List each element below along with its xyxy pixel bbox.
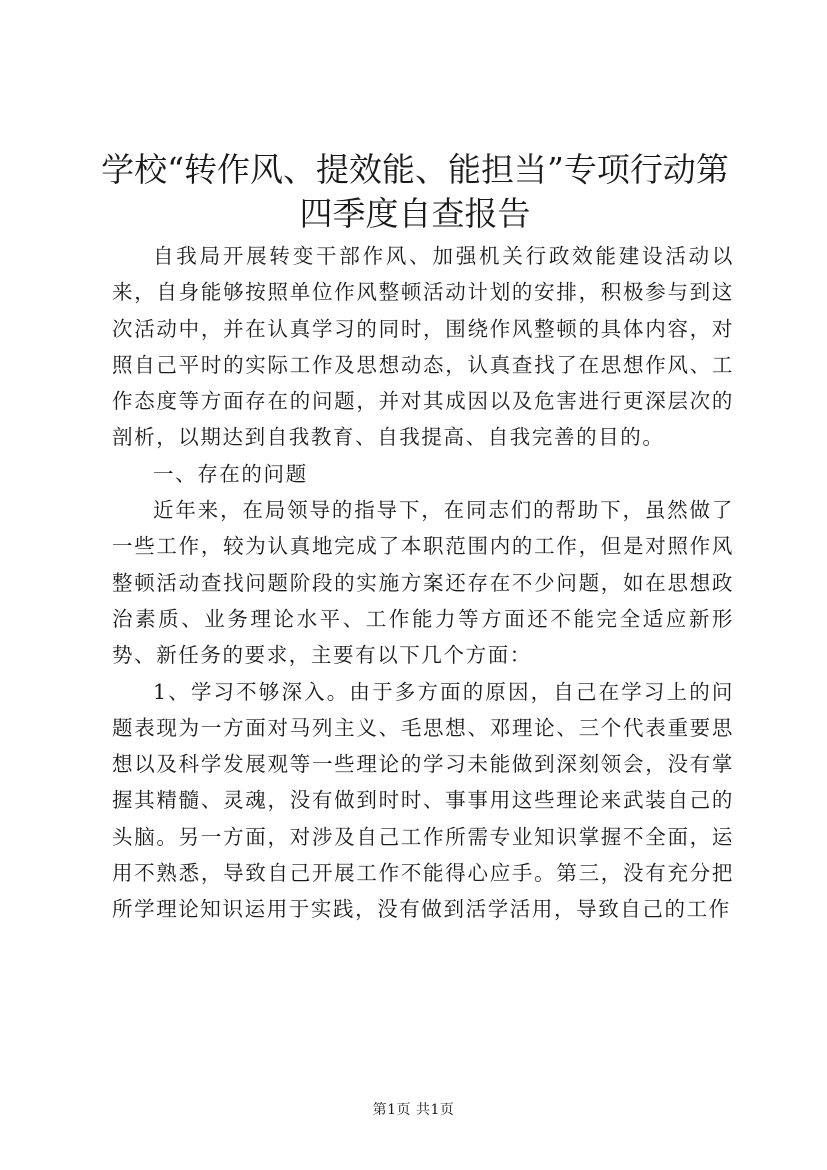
page-footer: 第1页 共1页 xyxy=(372,1102,455,1118)
document-title: 学校“转作风、提效能、能担当”专项行动第四季度自查报告 xyxy=(101,150,729,233)
paragraph-problems-overview: 近年来，在局领导的指导下，在同志们的帮助下，虽然做了一些工作，较为认真地完成了本职范围内的工作，但是对照作风整顿活动查找问题阶段的实施方案还存在不少问题，如在思想政治素质、业务理论水平、工作能力等方面还不能完全适应新形势、新任务的要求，主要有以下几个方面： xyxy=(112,498,734,668)
section-heading-problems: 一、存在的问题 xyxy=(153,461,308,486)
document-body xyxy=(112,238,734,928)
paragraph-problem-1: 1、学习不够深入。由于多方面的原因，自己在学习上的问题表现为一方面对马列主义、毛思想、邓理论、三个代表重要思想以及科学发展观等一些理论的学习未能做到深刻领会，没有掌握其精髓、灵魂，没有做到时时、事事用这些理论来武装自己的头脑。另一方面，对涉及自己工作所需专业知识掌握不全面，运用不熟悉，导致自己开展工作不能得心应手。第三，没有充分把所学理论知识运用于实践，没有做到活学活用，导致自己的工作 xyxy=(112,679,734,922)
paragraph-intro: 自我局开展转变干部作风、加强机关行政效能建设活动以来，自身能够按照单位作风整顿活动计划的安排，积极参与到这次活动中，并在认真学习的同时，围绕作风整顿的具体内容，对照自己平时的实际工作及思想动态，认真查找了在思想作风、工作态度等方面存在的问题，并对其成因以及危害进行更深层次的剖析，以期达到自我教育、自我提高、自我完善的目的。 xyxy=(112,244,734,450)
